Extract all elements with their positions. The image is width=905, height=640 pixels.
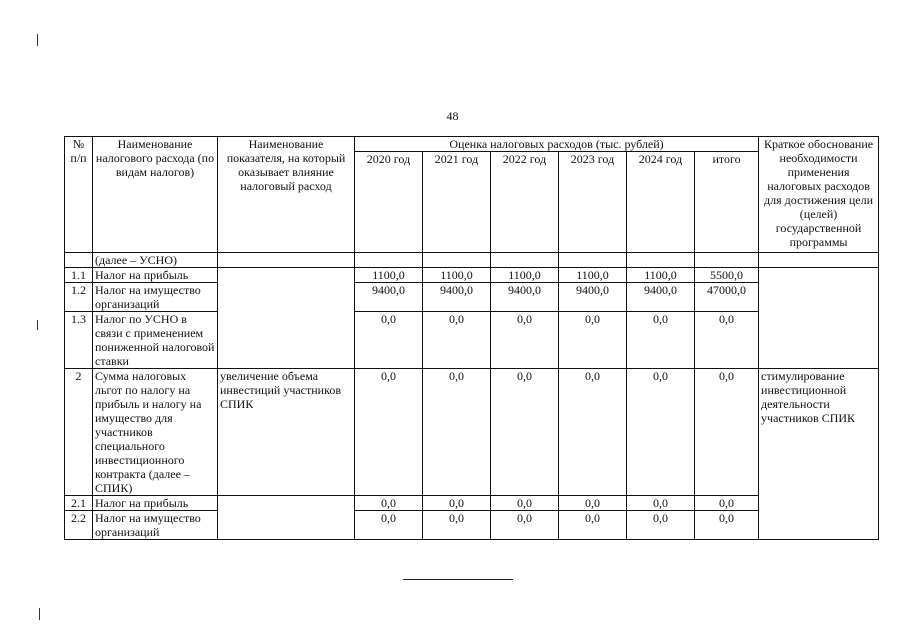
row-value: 1100,0 [559,268,627,283]
row-value: 0,0 [355,511,423,540]
header-num: № п/п [65,137,93,253]
table-row [65,253,879,268]
row-value: 9400,0 [491,283,559,312]
row-value: 0,0 [627,496,695,511]
row-indicator: увеличение объема инвестиций участников СПИК [218,369,355,496]
row-total: 5500,0 [695,268,759,283]
row-value: 0,0 [423,511,491,540]
header-year: 2022 год [491,152,559,253]
row-tax-name: Налог на прибыль [93,268,218,283]
row-total: 0,0 [695,312,759,369]
header-tax-name: Наименование налогового расхода (по видам налогов) [93,137,218,253]
table-row [65,283,879,312]
table-row [65,369,879,496]
row-value: 0,0 [627,511,695,540]
scan-mark [39,608,40,620]
row-value: 0,0 [491,511,559,540]
row-value: 1100,0 [491,268,559,283]
row-num: 2.1 [65,496,93,511]
row-value: 1100,0 [627,268,695,283]
row-value: 0,0 [355,496,423,511]
row-value: 0,0 [627,312,695,369]
row-justification [759,268,879,369]
row-value: 0,0 [627,369,695,496]
row-indicator [218,496,355,540]
row-value: 0,0 [423,312,491,369]
row-tax-name: Сумма налоговых льгот по налогу на прибыль и налогу на имущество для участников специального инвестиционного контракта (далее – СПИК) [93,369,218,496]
row-value: 1100,0 [355,268,423,283]
header-indicator: Наименование показателя, на который оказывает влияние налоговый расход [218,137,355,253]
table-row [65,511,879,540]
row-num: 2.2 [65,511,93,540]
row-value: 9400,0 [355,283,423,312]
row-value: 0,0 [423,496,491,511]
scan-mark [37,320,38,330]
row-value: 0,0 [491,312,559,369]
header-estimate: Оценка налоговых расходов (тыс. рублей) [355,137,759,152]
row-total: 0,0 [695,369,759,496]
row-value: 0,0 [491,496,559,511]
page-number: 48 [446,109,459,123]
row-tax-name: Налог на прибыль [93,496,218,511]
row-value: 9400,0 [627,283,695,312]
row-indicator [218,268,355,369]
header-total: итого [695,152,759,253]
header-year: 2024 год [627,152,695,253]
tax-expenditure-table [64,136,879,540]
row-value: 0,0 [423,369,491,496]
row-total: 0,0 [695,511,759,540]
row-value: 0,0 [559,511,627,540]
continuation-text: (далее – УСНО) [93,253,218,268]
row-tax-name: Налог на имущество организаций [93,511,218,540]
row-value: 0,0 [355,369,423,496]
row-tax-name: Налог по УСНО в связи с применением пониженной налоговой ставки [93,312,218,369]
header-year: 2020 год [355,152,423,253]
row-num: 1.3 [65,312,93,369]
scan-mark [37,34,38,46]
row-value: 0,0 [559,369,627,496]
table-row [65,312,879,369]
footer-divider [403,579,513,580]
row-num: 1.2 [65,283,93,312]
table-row [65,268,879,283]
row-total: 47000,0 [695,283,759,312]
row-value: 9400,0 [423,283,491,312]
row-value: 0,0 [491,369,559,496]
row-justification: стимулирование инвестиционной деятельности участников СПИК [759,369,879,540]
row-value: 1100,0 [423,268,491,283]
row-value: 0,0 [355,312,423,369]
row-total: 0,0 [695,496,759,511]
row-value: 9400,0 [559,283,627,312]
header-justification: Краткое обоснование необходимости применения налоговых расходов для достижения цели (целей) государственной программы [759,137,879,253]
row-value: 0,0 [559,496,627,511]
row-num: 1.1 [65,268,93,283]
row-tax-name: Налог на имущество организаций [93,283,218,312]
table-row [65,496,879,511]
header-year: 2023 год [559,152,627,253]
row-value: 0,0 [559,312,627,369]
header-year: 2021 год [423,152,491,253]
row-num: 2 [65,369,93,496]
